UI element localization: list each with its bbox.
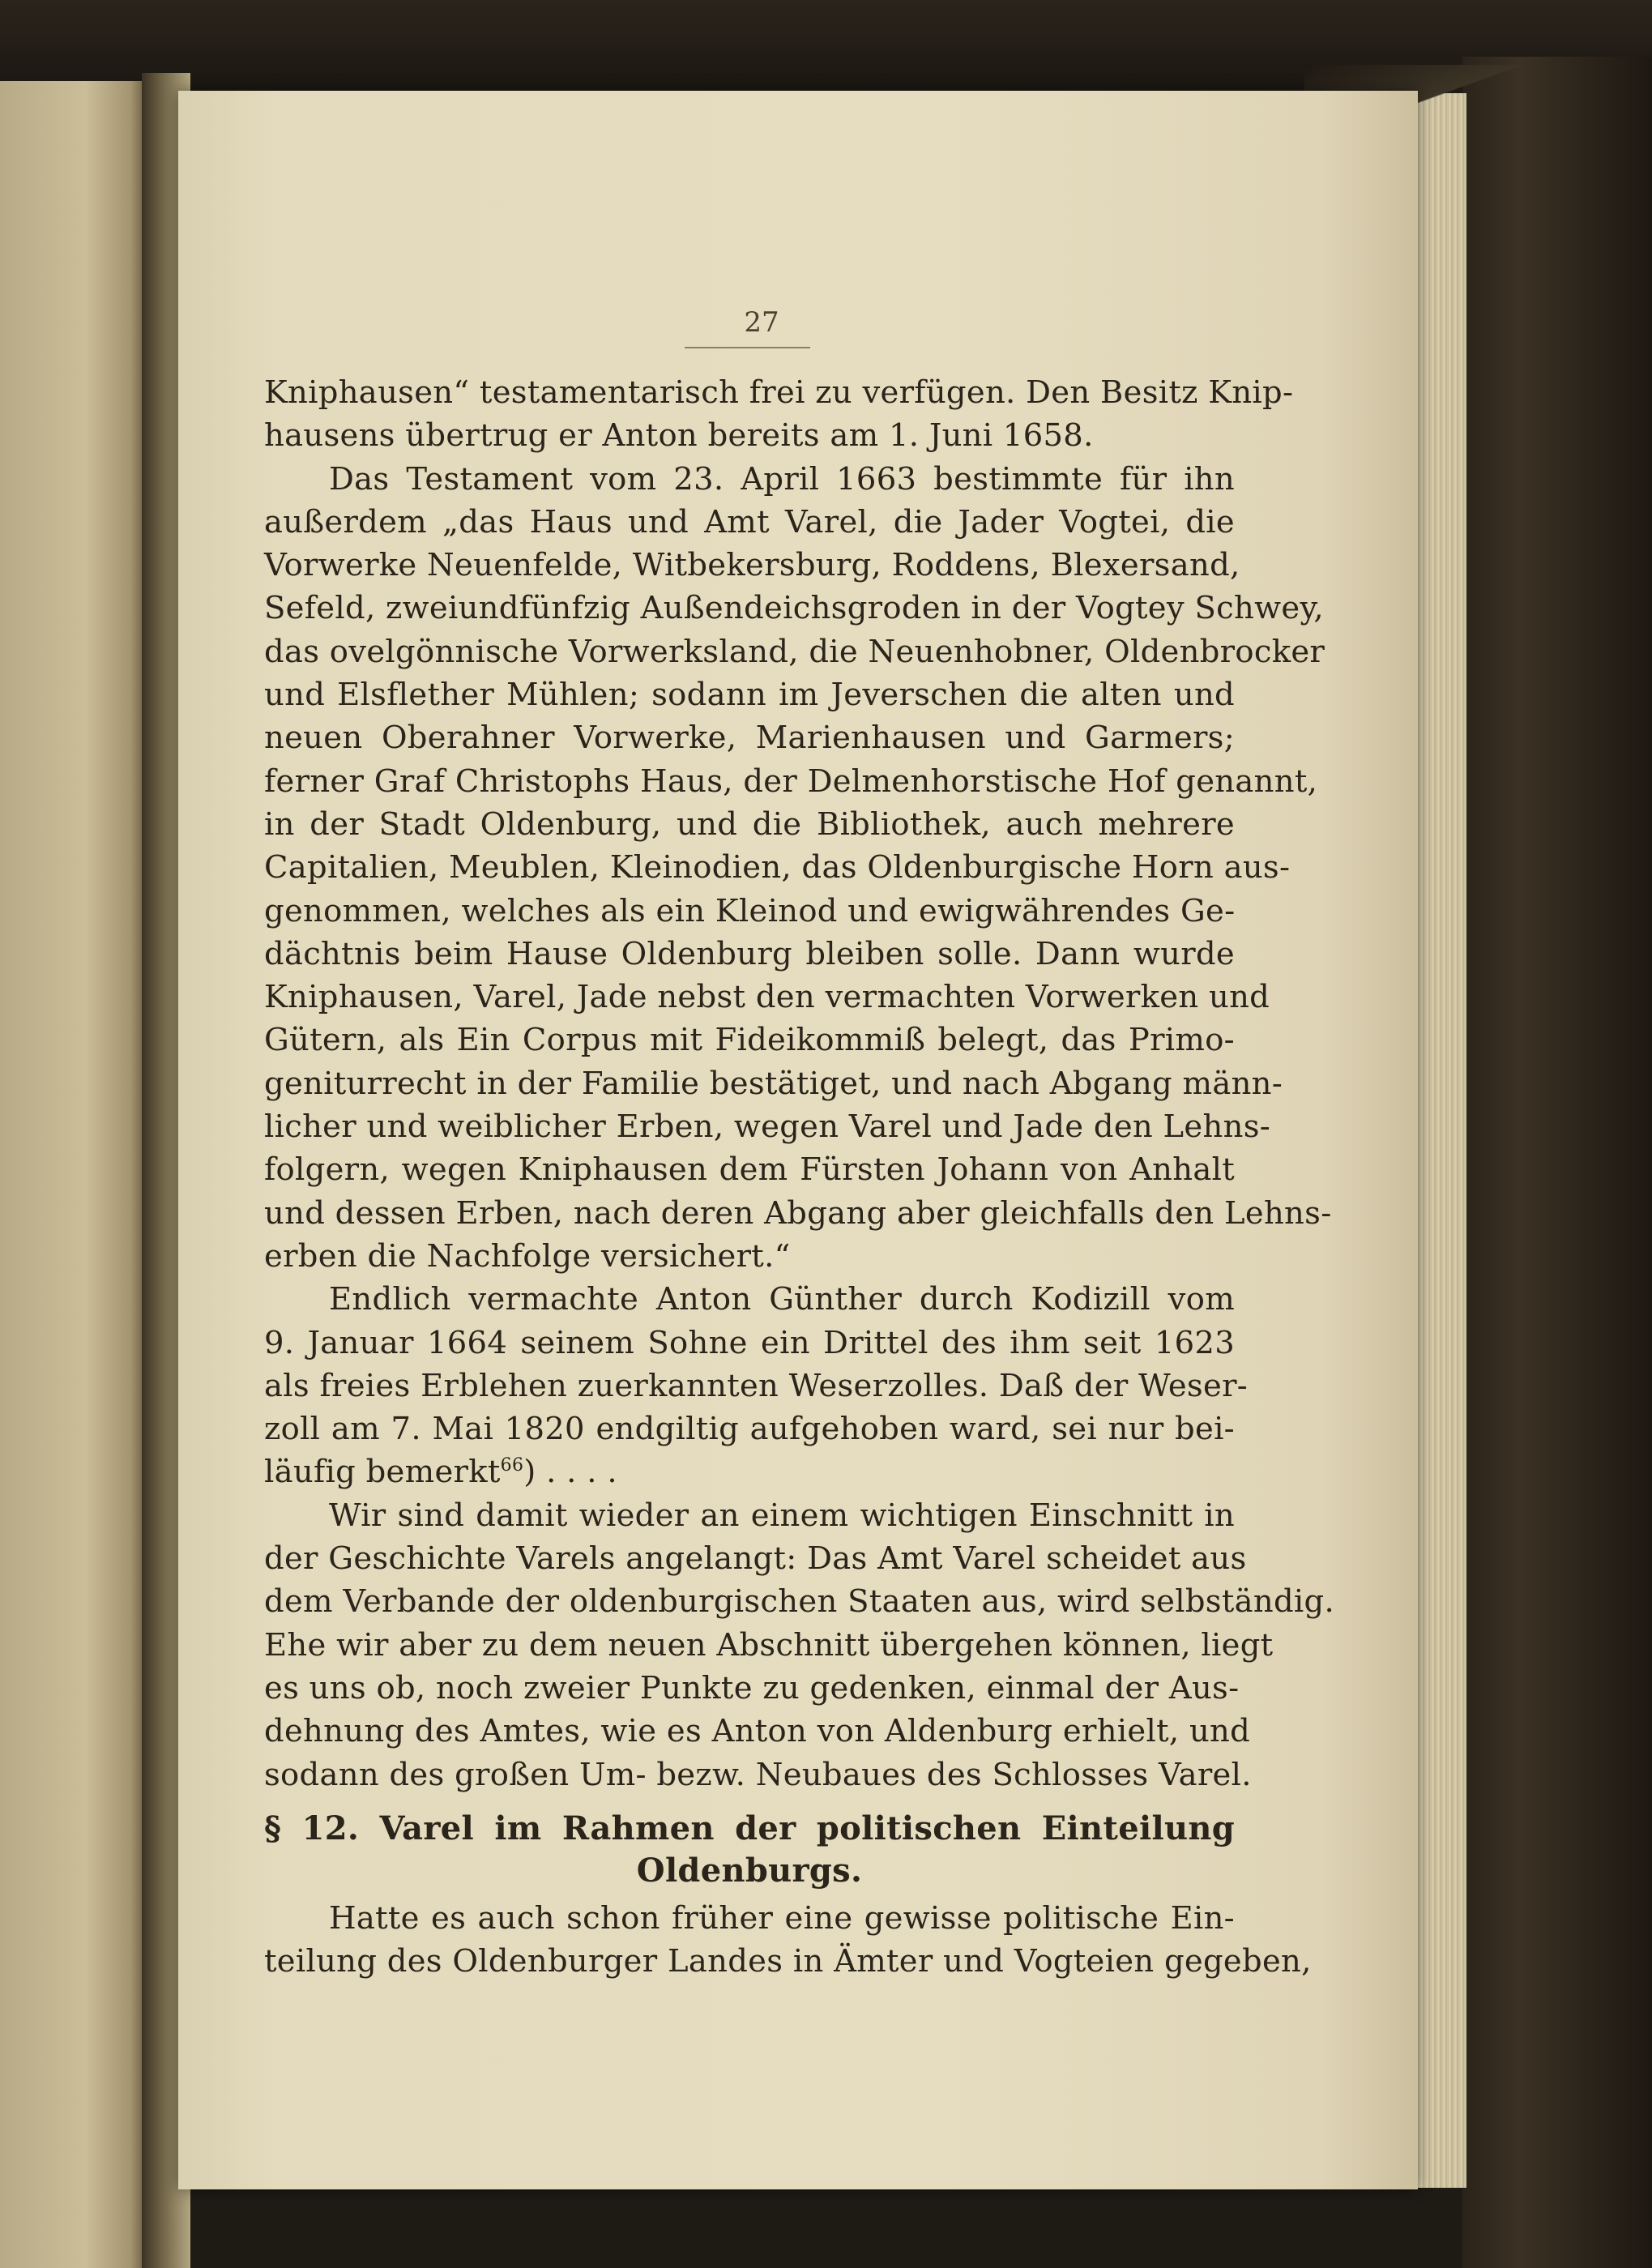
text-line: folgern, wegen Kniphausen dem Fürsten Johann von Anhalt [264,1151,1235,1189]
text-line: das ovelgönnische Vorwerksland, die Neuenhobner, Oldenbrocker [264,633,1325,670]
text-line: in der Stadt Oldenburg, und die Bibliothek, auch mehrere [264,805,1235,843]
text-line: Kniphausen, Varel, Jade nebst den vermachten Vorwerken und [264,979,1270,1016]
text-line: sodann des großen Um- bezw. Neubaues des Schlosses Varel. [264,1756,1252,1793]
text-line: neuen Oberahner Vorwerke, Marienhausen und Garmers; [264,720,1235,757]
text-line: Vorwerke Neuenfelde, Witbekersburg, Roddens, Blexersand, [264,547,1240,584]
text-line: Sefeld, zweiundfünfzig Außendeichsgroden in der Vogtey Schwey, [264,590,1324,627]
body-text [264,371,1335,1983]
text-line: es uns ob, noch zweier Punkte zu gedenken, einmal der Aus- [264,1669,1240,1706]
text-line: Ehe wir aber zu dem neuen Abschnitt übergehen können, liegt [264,1626,1274,1664]
text-line: teilung des Oldenburger Landes in Ämter und Vogteien gegeben, [264,1943,1312,1980]
text-line: der Geschichte Varels angelangt: Das Amt Varel scheidet aus [264,1540,1247,1578]
text-line: Wir sind damit wieder an einem wichtigen Einschnitt in [329,1497,1235,1534]
facing-page-edge [0,81,154,2268]
text-line: Kniphausen“ testamentarisch frei zu verfügen. Den Besitz Knip- [264,374,1294,411]
page-number: 27 [744,306,779,339]
text-line: erben die Nachfolge versichert.“ [264,1237,791,1275]
page-stack-edges [1414,93,1466,2188]
text-line: Gütern, als Ein Corpus mit Fideikommiß belegt, das Primo- [264,1022,1235,1059]
text-segment: ) . . . . [523,1454,617,1491]
text-line: zoll am 7. Mai 1820 endgiltig aufgehoben ward, sei nur bei- [264,1411,1235,1448]
text-line: ferner Graf Christophs Haus, der Delmenhorstische Hof genannt, [264,762,1318,800]
text-line: und dessen Erben, nach deren Abgang aber gleichfalls den Lehns- [264,1194,1332,1232]
text-line: Hatte es auch schon früher eine gewisse politische Ein- [329,1899,1235,1937]
text-line: dächtnis beim Hause Oldenburg bleiben solle. Dann wurde [264,935,1235,972]
footnote-marker[interactable]: 66 [500,1455,524,1476]
text-line: genommen, welches als ein Kleinod und ewigwährendes Ge- [264,892,1236,929]
text-line: 9. Januar 1664 seinem Sohne ein Drittel des ihm seit 1623 [264,1324,1235,1361]
text-line: außerdem „das Haus und Amt Varel, die Jader Vogtei, die [264,503,1235,540]
text-line: dehnung des Amtes, wie es Anton von Aldenburg erhielt, und [264,1713,1251,1750]
text-line: licher und weiblicher Erben, wegen Varel und Jade den Lehns- [264,1108,1271,1146]
text-line: geniturrecht in der Familie bestätiget, und nach Abgang männ- [264,1065,1283,1102]
text-line: als freies Erblehen zuerkannten Weserzolles. Daß der Weser- [264,1367,1249,1404]
book-cover [1462,57,1652,2268]
text-line: Endlich vermachte Anton Günther durch Kodizill vom [329,1281,1235,1318]
text-line: dem Verbande der oldenburgischen Staaten aus, wird selbständig. [264,1583,1335,1621]
text-line-with-footnote [264,1450,1235,1493]
page-number-rule [685,347,810,348]
text-line: hausens übertrug er Anton bereits am 1. Juni 1658. [264,417,1094,455]
text-segment: läufig bemerkt [264,1454,501,1491]
section-heading: § 12. Varel im Rahmen der politischen Einteilung [264,1809,1235,1847]
text-line: Das Testament vom 23. April 1663 bestimmte für ihn [329,460,1235,498]
text-line: und Elsflether Mühlen; sodann im Jeverschen die alten und [264,677,1235,714]
text-line: Capitalien, Meublen, Kleinodien, das Oldenburgische Horn aus- [264,849,1291,886]
section-heading-continued: Oldenburgs. [636,1851,863,1890]
